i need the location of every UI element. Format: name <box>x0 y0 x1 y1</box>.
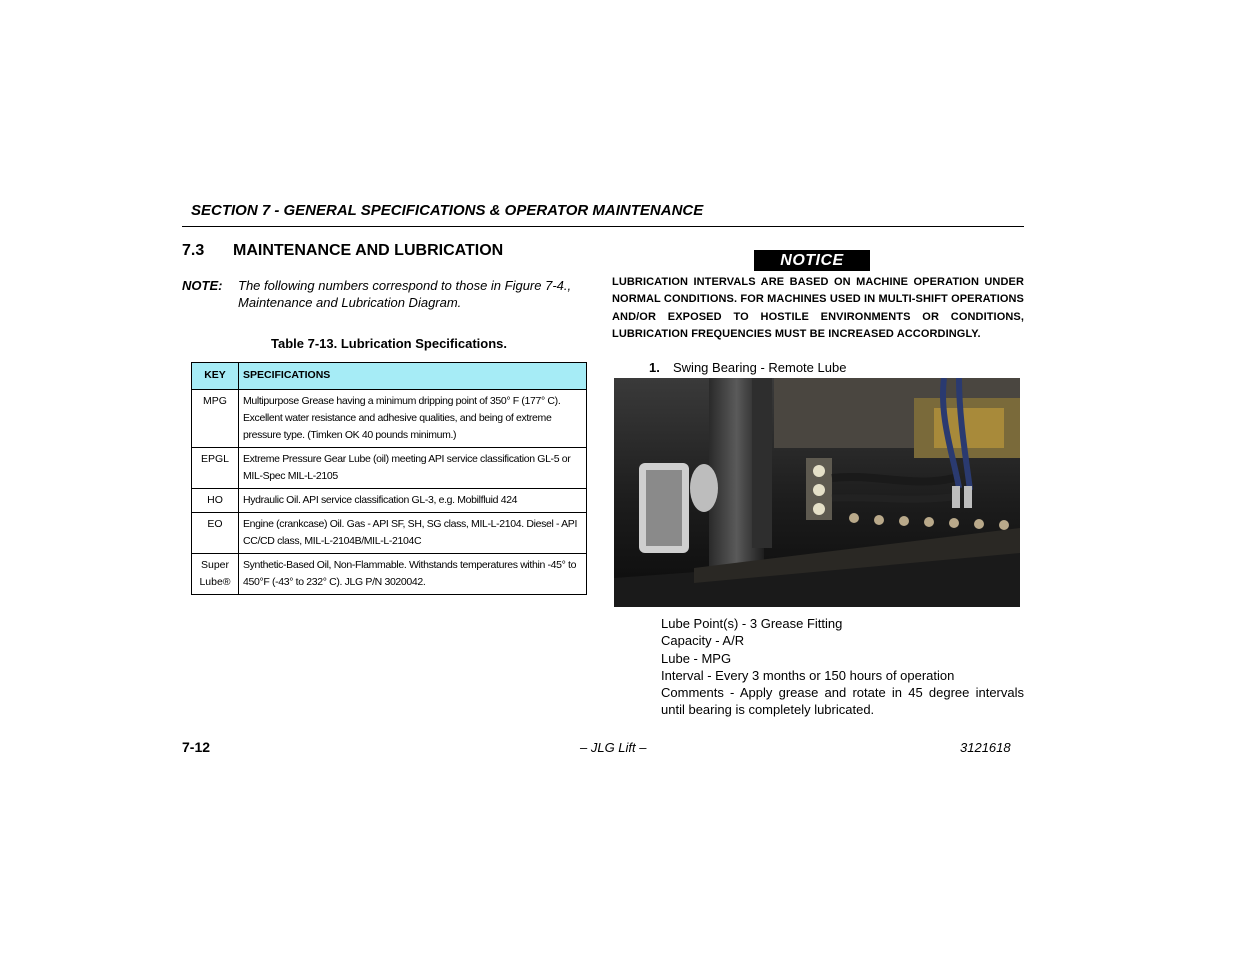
note-label: NOTE: <box>182 278 223 293</box>
section-number: 7.3 <box>182 242 205 259</box>
header-key: KEY <box>192 363 239 390</box>
footer-center: – JLG Lift – <box>580 740 647 755</box>
table-row <box>192 554 587 595</box>
note <box>182 277 597 311</box>
row-spec: Synthetic-Based Oil, Non-Flammable. Withstands temperatures within -45° to 450°F (-43° to 232° C). JLG P/N 3020042. <box>239 554 587 595</box>
photo-illustration <box>614 378 1020 607</box>
row-spec: Multipurpose Grease having a minimum dripping point of 350° F (177° C). Excellent water resistance and adhesive qualities, and being of extreme pressure type. (Timken OK 40 pounds minimum.) <box>239 390 587 448</box>
lube-type: Lube - MPG <box>661 650 732 666</box>
lube-points: Lube Point(s) - 3 Grease Fitting <box>661 616 843 631</box>
table-row <box>192 390 587 448</box>
row-spec: Engine (crankcase) Oil. Gas - API SF, SH, SG class, MIL-L-2104. Diesel - API CC/CD class, MIL-L-2104B/MIL-L-2104C <box>239 513 587 554</box>
page-number: 7-12 <box>182 739 211 755</box>
lubrication-spec-table <box>191 362 587 595</box>
header-specifications: SPECIFICATIONS <box>239 363 587 390</box>
table-row <box>192 448 587 489</box>
row-key: Super Lube® <box>192 554 239 595</box>
table-row <box>192 513 587 554</box>
table-caption: Table 7-13. Lubrication Specifications. <box>271 336 507 351</box>
section-header: SECTION 7 - GENERAL SPECIFICATIONS & OPERATOR MAINTENANCE <box>191 202 704 219</box>
notice-badge: NOTICE <box>754 250 870 271</box>
row-key: EPGL <box>192 448 239 489</box>
notice-text: LUBRICATION INTERVALS ARE BASED ON MACHINE OPERATION UNDER NORMAL CONDITIONS. FOR MACHINES USED IN MULTI-SHIFT OPERATIONS AND/OR EXPOSED TO HOSTILE ENVIRONMENTS OR CONDITIONS, LUBRICATION FREQUENCIES MUST BE INCREASED ACCORDINGLY. <box>612 276 1024 340</box>
header-divider <box>182 226 1024 227</box>
comments: Comments - Apply grease and rotate in 45 degree intervals until bearing is completely lubricated. <box>661 685 1024 718</box>
table-row <box>192 489 587 513</box>
note-text: The following numbers correspond to those in Figure 7-4., Maintenance and Lubrication Diagram. <box>238 278 572 310</box>
row-spec: Hydraulic Oil. API service classification GL-3, e.g. Mobilfluid 424 <box>239 489 587 513</box>
step-item <box>649 360 846 375</box>
row-key: EO <box>192 513 239 554</box>
document-number: 3121618 <box>960 740 1011 755</box>
capacity: Capacity - A/R <box>661 633 745 649</box>
section-title <box>182 242 503 260</box>
step-label: Swing Bearing - Remote Lube <box>673 360 847 375</box>
row-spec: Extreme Pressure Gear Lube (oil) meeting API service classification GL-5 or MIL-Spec MIL-L-2105 <box>239 448 587 489</box>
section-title-text: MAINTENANCE AND LUBRICATION <box>233 242 504 259</box>
step-number: 1. <box>649 360 660 375</box>
interval: Interval - Every 3 months or 150 hours of operation <box>661 667 955 683</box>
row-key: HO <box>192 489 239 513</box>
swing-bearing-photo <box>614 378 1020 607</box>
table-header-row <box>192 363 587 390</box>
lube-info <box>661 615 1024 719</box>
row-key: MPG <box>192 390 239 448</box>
